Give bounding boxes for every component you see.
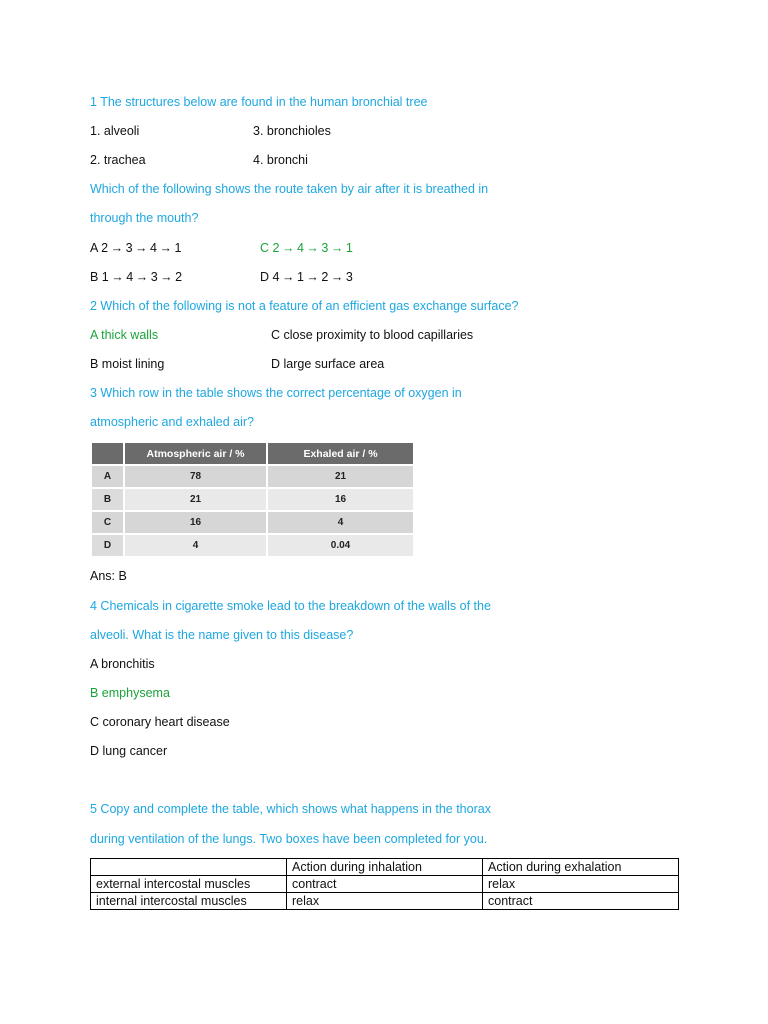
q2-stem: 2 Which of the following is not a feature of an efficient gas exchange surface? bbox=[90, 299, 519, 313]
q4-option-d: D lung cancer bbox=[90, 744, 168, 758]
q4-option-b: B emphysema bbox=[90, 686, 170, 700]
ventilation-table bbox=[90, 858, 679, 910]
ventilation-table-header-inhalation: Action during inhalation bbox=[287, 859, 483, 876]
q1-question-line1: Which of the following shows the route taken by air after it is breathed in bbox=[90, 182, 489, 196]
q1-option-b: B 1 → 4 → 3 → 2 bbox=[90, 270, 183, 284]
oxygen-table-row-label: A bbox=[91, 465, 124, 488]
oxygen-table-atmospheric-value: 78 bbox=[124, 465, 267, 488]
q4-option-a: A bronchitis bbox=[90, 657, 155, 671]
q4-stem-line1: 4 Chemicals in cigarette smoke lead to the breakdown of the walls of the bbox=[90, 599, 491, 613]
oxygen-table-row-a bbox=[91, 465, 414, 488]
q3-stem-line1: 3 Which row in the table shows the correct percentage of oxygen in bbox=[90, 386, 462, 400]
oxygen-table-row-d bbox=[91, 534, 414, 557]
oxygen-table-atmospheric-value: 16 bbox=[124, 511, 267, 534]
ventilation-table-inhalation-action: relax bbox=[287, 893, 483, 910]
ventilation-table-muscle: internal intercostal muscles bbox=[91, 893, 287, 910]
ventilation-table-header-row bbox=[91, 859, 679, 876]
ventilation-table-row bbox=[91, 893, 679, 910]
oxygen-table-row-b bbox=[91, 488, 414, 511]
q1-question-line2: through the mouth? bbox=[90, 211, 199, 225]
oxygen-table-exhaled-value: 16 bbox=[267, 488, 414, 511]
oxygen-table-atmospheric-value: 21 bbox=[124, 488, 267, 511]
q1-item-3: 3. bronchioles bbox=[253, 124, 331, 138]
oxygen-table-header-row bbox=[91, 442, 414, 465]
oxygen-table-exhaled-value: 0.04 bbox=[267, 534, 414, 557]
q1-item-4: 4. bronchi bbox=[253, 153, 308, 167]
q5-stem-line2: during ventilation of the lungs. Two boxes have been completed for you. bbox=[90, 832, 488, 846]
q1-option-a: A 2 → 3 → 4 → 1 bbox=[90, 241, 182, 255]
q1-option-d: D 4 → 1 → 2 → 3 bbox=[260, 270, 353, 284]
oxygen-table-exhaled-value: 21 bbox=[267, 465, 414, 488]
q3-answer: Ans: B bbox=[90, 569, 127, 583]
ventilation-table-header-exhalation: Action during exhalation bbox=[483, 859, 679, 876]
oxygen-table-row-label: D bbox=[91, 534, 124, 557]
ventilation-table-exhalation-action: relax bbox=[483, 876, 679, 893]
ventilation-table-inhalation-action: contract bbox=[287, 876, 483, 893]
q1-option-c: C 2 → 4 → 3 → 1 bbox=[260, 241, 353, 255]
q3-stem-line2: atmospheric and exhaled air? bbox=[90, 415, 254, 429]
q1-item-2: 2. trachea bbox=[90, 153, 146, 167]
q2-option-a: A thick walls bbox=[90, 328, 159, 342]
ventilation-table-muscle: external intercostal muscles bbox=[91, 876, 287, 893]
oxygen-table-header-blank bbox=[91, 442, 124, 465]
q2-option-d: D large surface area bbox=[271, 357, 385, 371]
q4-stem-line2: alveoli. What is the name given to this disease? bbox=[90, 628, 354, 642]
oxygen-table-row-label: B bbox=[91, 488, 124, 511]
oxygen-table-row-c bbox=[91, 511, 414, 534]
q5-stem-line1: 5 Copy and complete the table, which shows what happens in the thorax bbox=[90, 802, 491, 816]
ventilation-table-row bbox=[91, 876, 679, 893]
oxygen-table-row-label: C bbox=[91, 511, 124, 534]
q1-item-1: 1. alveoli bbox=[90, 124, 140, 138]
oxygen-table-exhaled-value: 4 bbox=[267, 511, 414, 534]
oxygen-table-header-atmospheric: Atmospheric air / % bbox=[124, 442, 267, 465]
ventilation-table-header-blank bbox=[91, 859, 287, 876]
q2-option-b: B moist lining bbox=[90, 357, 165, 371]
oxygen-table-atmospheric-value: 4 bbox=[124, 534, 267, 557]
q2-option-c: C close proximity to blood capillaries bbox=[271, 328, 474, 342]
oxygen-percentage-table bbox=[90, 441, 415, 558]
oxygen-table-header-exhaled: Exhaled air / % bbox=[267, 442, 414, 465]
q4-option-c: C coronary heart disease bbox=[90, 715, 230, 729]
q1-stem: 1 The structures below are found in the human bronchial tree bbox=[90, 95, 428, 109]
ventilation-table-exhalation-action: contract bbox=[483, 893, 679, 910]
